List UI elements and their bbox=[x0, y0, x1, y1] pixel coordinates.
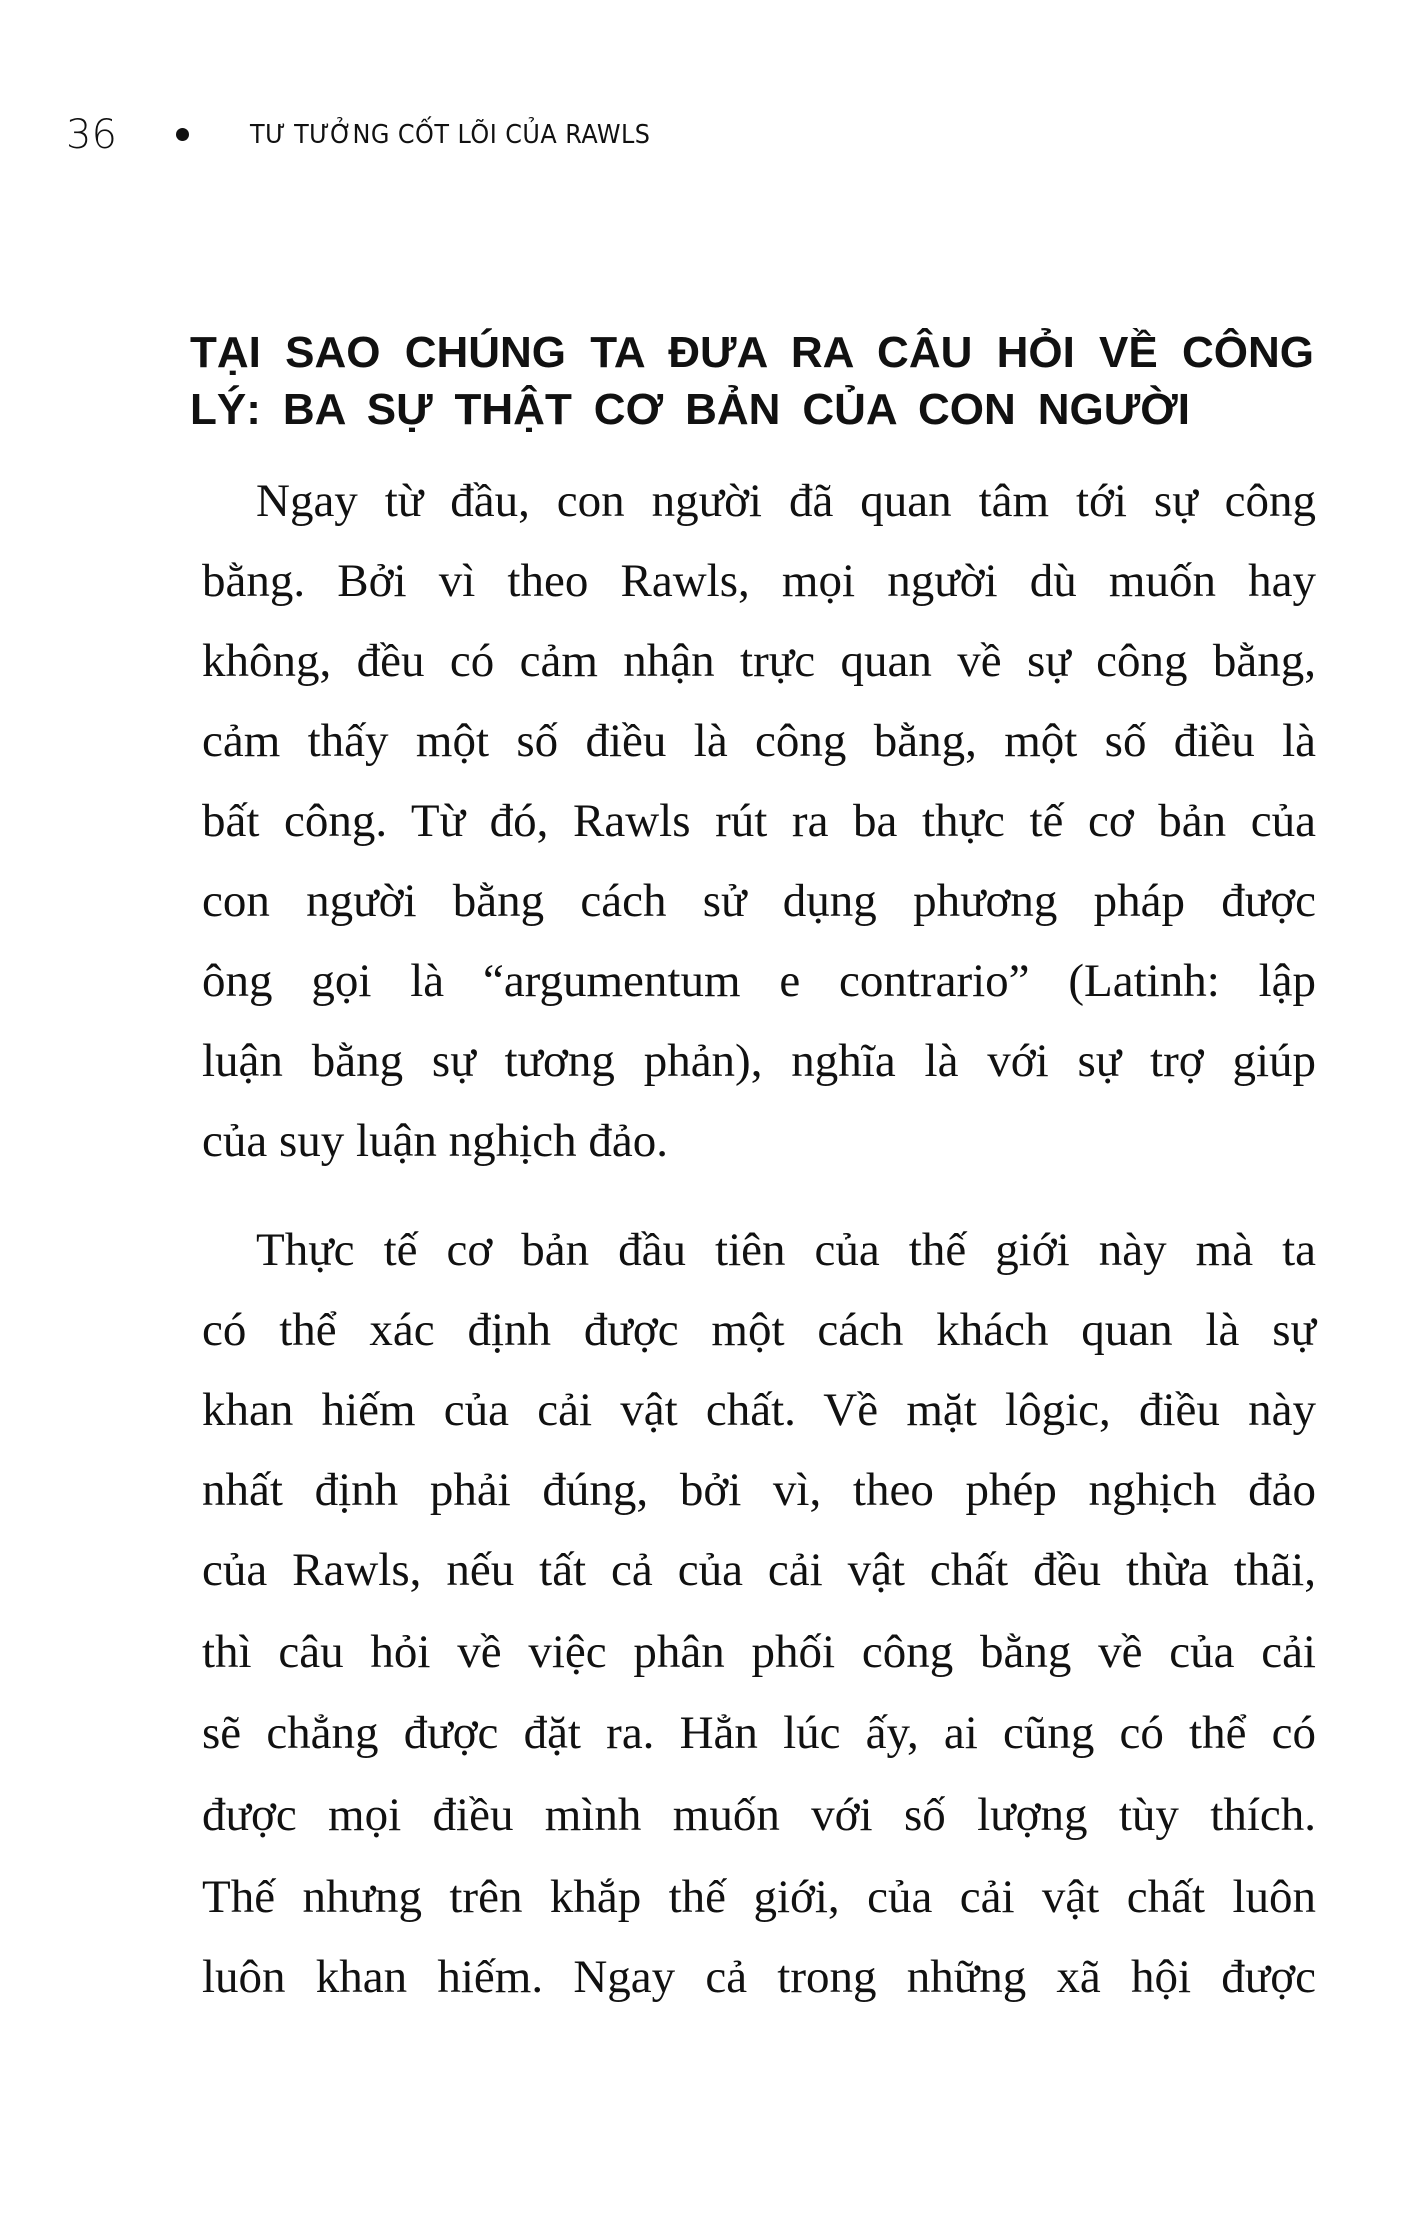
heading-line: LÝ: BA SỰ THẬT CƠ BẢN CỦA CON NGƯỜI bbox=[190, 385, 1190, 434]
text-line: luôn khan hiếm. Ngay cả trong những xã hội được bbox=[202, 1951, 1316, 2003]
bullet-separator bbox=[176, 128, 189, 141]
text-line: Ngay từ đầu, con người đã quan tâm tới sự công bbox=[256, 475, 1316, 527]
text-line: con người bằng cách sử dụng phương pháp được bbox=[202, 875, 1316, 927]
text-line: cảm thấy một số điều là công bằng, một số điều là bbox=[202, 715, 1316, 767]
text-line: bằng. Bởi vì theo Rawls, mọi người dù muốn hay bbox=[202, 555, 1316, 607]
text-line: Thực tế cơ bản đầu tiên của thế giới này mà ta bbox=[256, 1224, 1316, 1276]
text-line: sẽ chẳng được đặt ra. Hẳn lúc ấy, ai cũng có thể có bbox=[202, 1707, 1316, 1759]
text-line: của Rawls, nếu tất cả của cải vật chất đều thừa thãi, bbox=[202, 1544, 1316, 1596]
text-line: của suy luận nghịch đảo. bbox=[202, 1115, 668, 1167]
text-line: được mọi điều mình muốn với số lượng tùy thích. bbox=[202, 1789, 1316, 1841]
text-line: luận bằng sự tương phản), nghĩa là với sự trợ giúp bbox=[202, 1035, 1316, 1087]
text-line: bất công. Từ đó, Rawls rút ra ba thực tế cơ bản của bbox=[202, 795, 1316, 847]
text-line: ông gọi là “argumentum e contrario” (Latinh: lập bbox=[202, 955, 1316, 1007]
page-number: 36 bbox=[66, 112, 117, 158]
running-head: TƯ TƯỞNG CỐT LÕI CỦA RAWLS bbox=[250, 120, 651, 150]
text-line: khan hiếm của cải vật chất. Về mặt lôgic, điều này bbox=[202, 1384, 1316, 1436]
text-line: thì câu hỏi về việc phân phối công bằng về của cải bbox=[202, 1626, 1316, 1678]
text-line: không, đều có cảm nhận trực quan về sự công bằng, bbox=[202, 635, 1316, 687]
text-line: có thể xác định được một cách khách quan là sự bbox=[202, 1304, 1316, 1356]
heading-line: TẠI SAO CHÚNG TA ĐƯA RA CÂU HỎI VỀ CÔNG bbox=[190, 328, 1314, 377]
text-line: Thế nhưng trên khắp thế giới, của cải vật chất luôn bbox=[202, 1871, 1316, 1923]
text-line: nhất định phải đúng, bởi vì, theo phép nghịch đảo bbox=[202, 1464, 1316, 1516]
